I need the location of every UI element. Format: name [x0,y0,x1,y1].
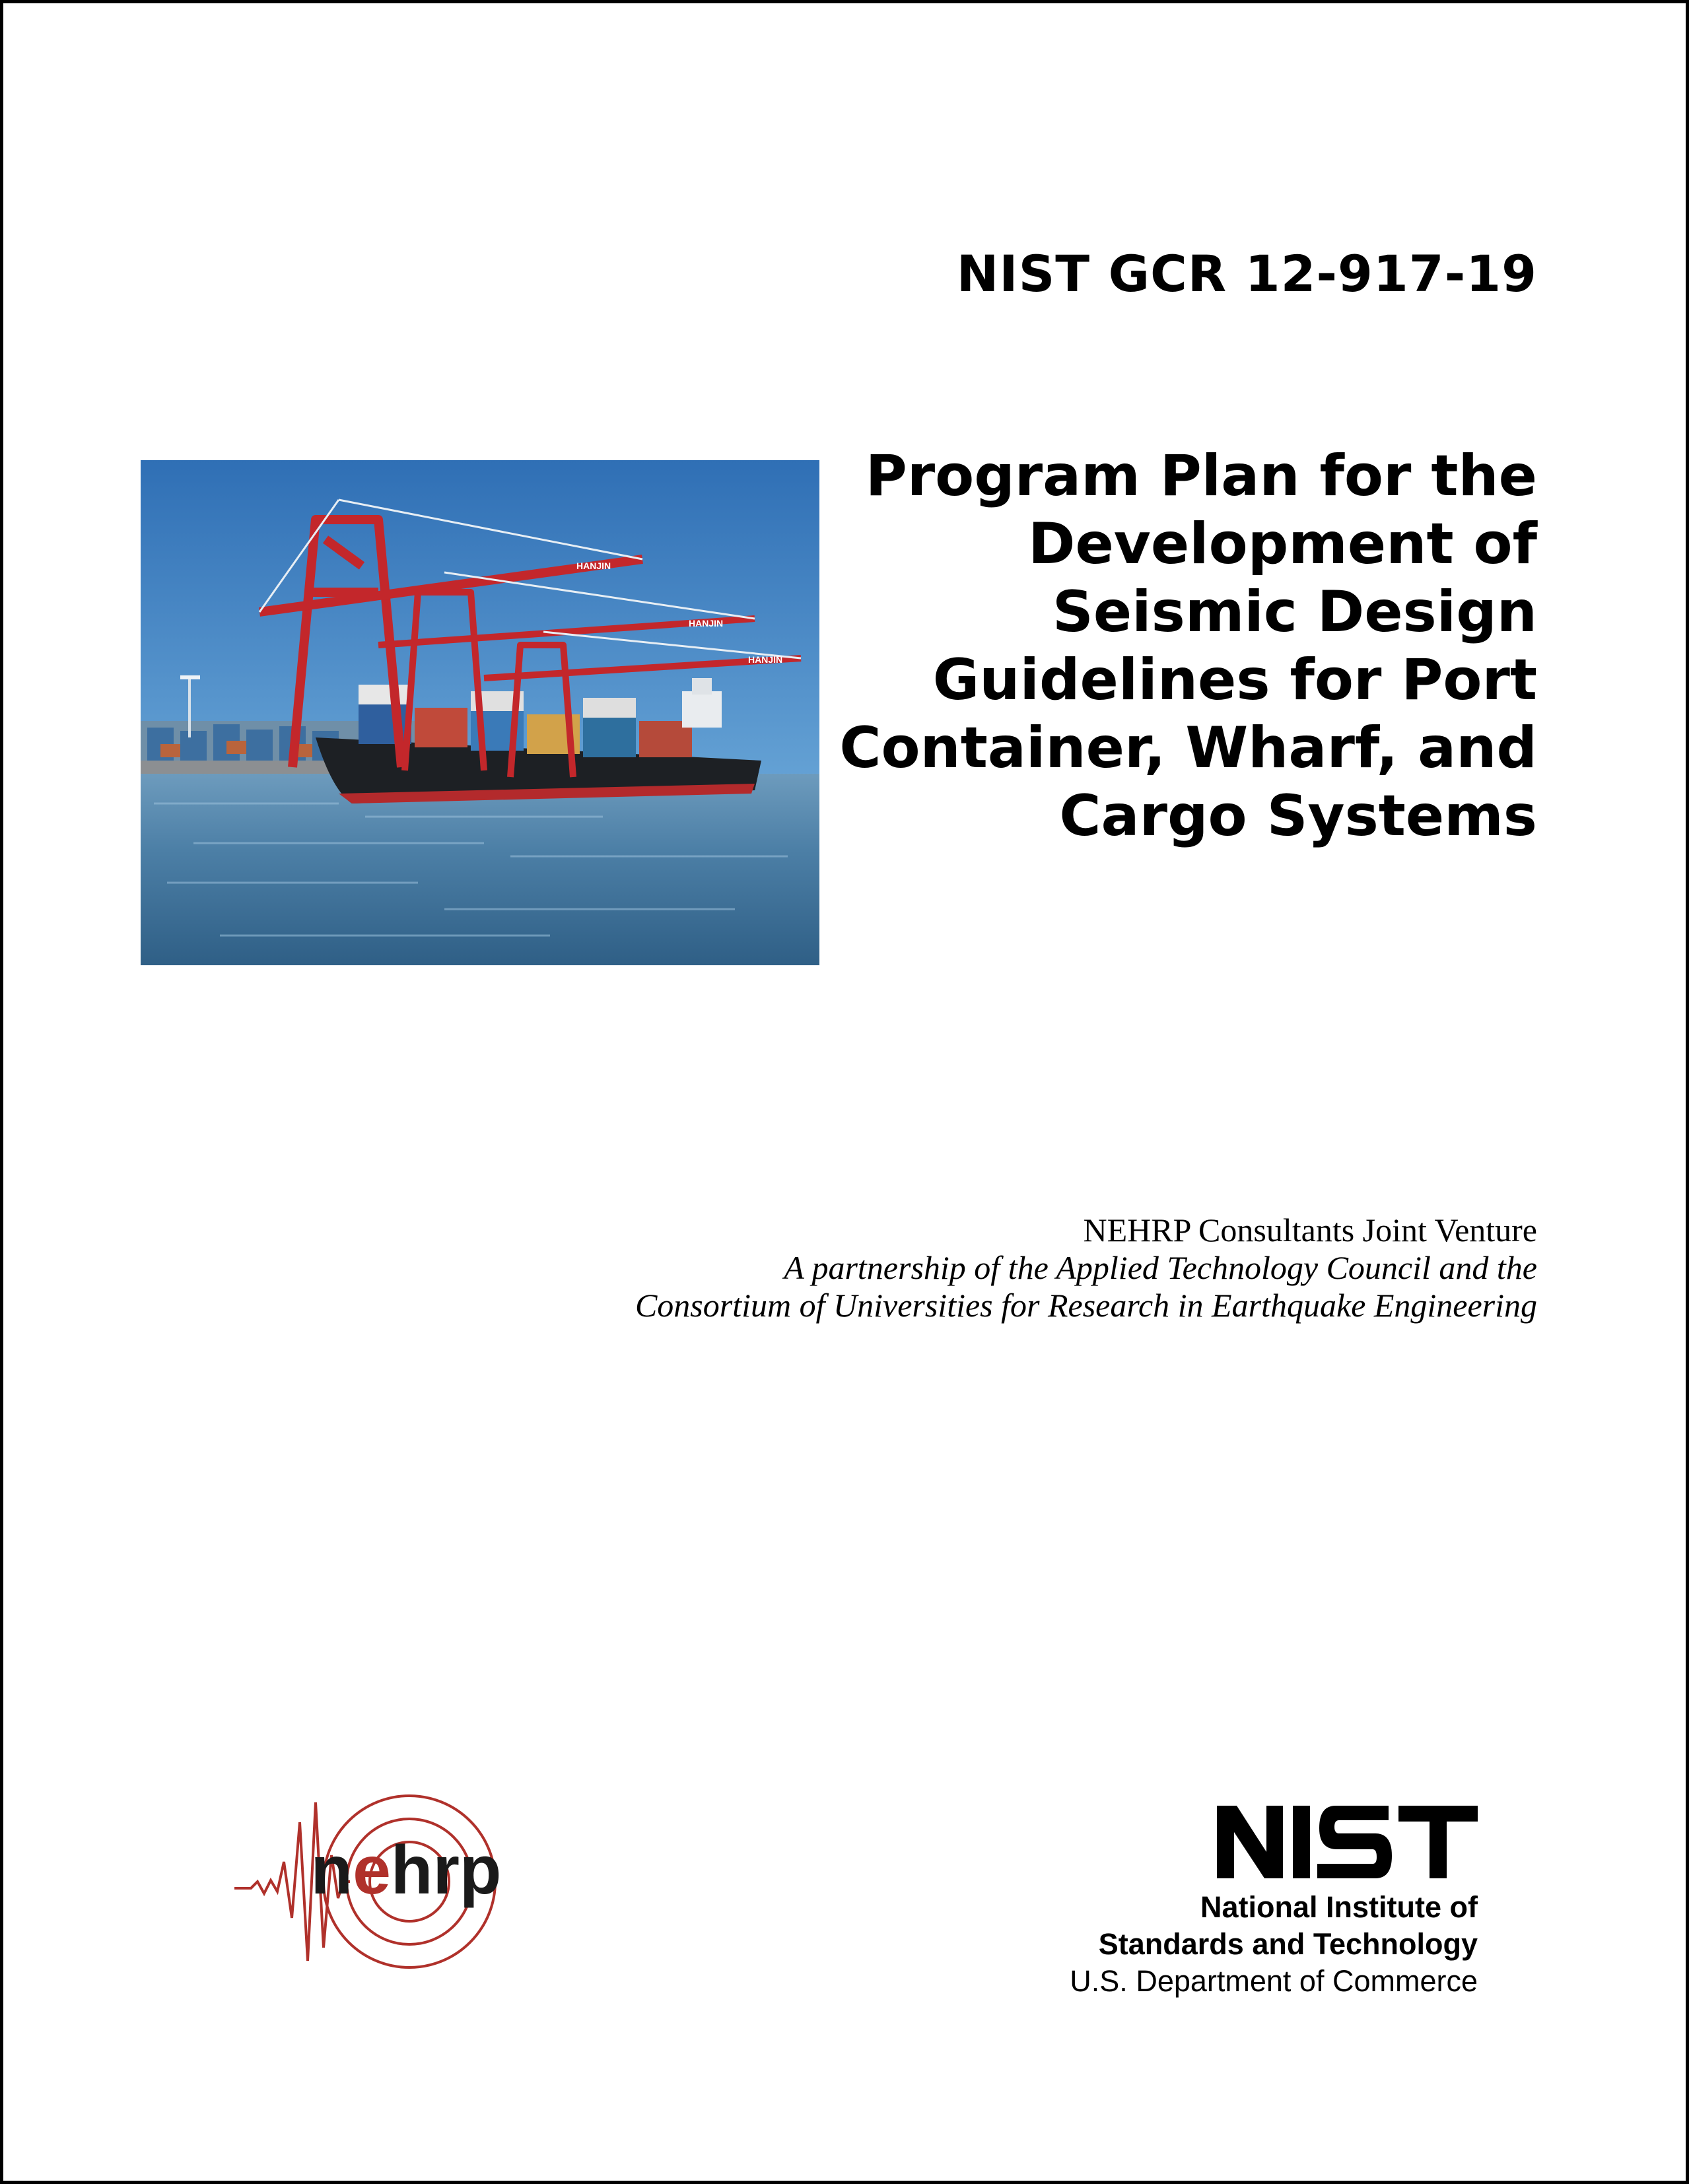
crane-sign: HANJIN [689,618,724,629]
partnership-line: A partnership of the Applied Technology Council and the [784,1249,1537,1286]
title-line: Guidelines for Port [932,647,1537,713]
nist-name-line: Standards and Technology [1098,1927,1478,1961]
title-line: Container, Wharf, and [839,715,1537,781]
title-line: Seismic Design [1052,579,1537,645]
crane-sign: HANJIN [576,561,611,571]
nist-department: U.S. Department of Commerce [1070,1964,1478,1998]
author-organization: NEHRP Consultants Joint Venture [1083,1211,1537,1248]
nist-wordmark-icon [1217,1806,1478,1878]
document-title [745,442,1537,850]
partnership-line: Consortium of Universities for Research in Earthquake Engineering [635,1287,1537,1324]
title-line: Program Plan for the [865,443,1537,509]
report-number: NIST GCR 12-917-19 [956,244,1537,303]
crane-sign: HANJIN [748,654,783,665]
container-port-photo [141,460,819,965]
author-block [349,1211,1537,1324]
title-line: Development of [1028,511,1537,577]
nehrp-wordmark: nehrp [310,1832,502,1909]
title-line: Cargo Systems [1059,783,1537,849]
container-port-cranes-ship-photo-icon [141,460,819,965]
nist-logo [1016,1806,1478,2000]
nehrp-logo [231,1783,535,1981]
nist-name-line: National Institute of [1200,1890,1478,1924]
seismograph-rings-icon [231,1783,535,1981]
